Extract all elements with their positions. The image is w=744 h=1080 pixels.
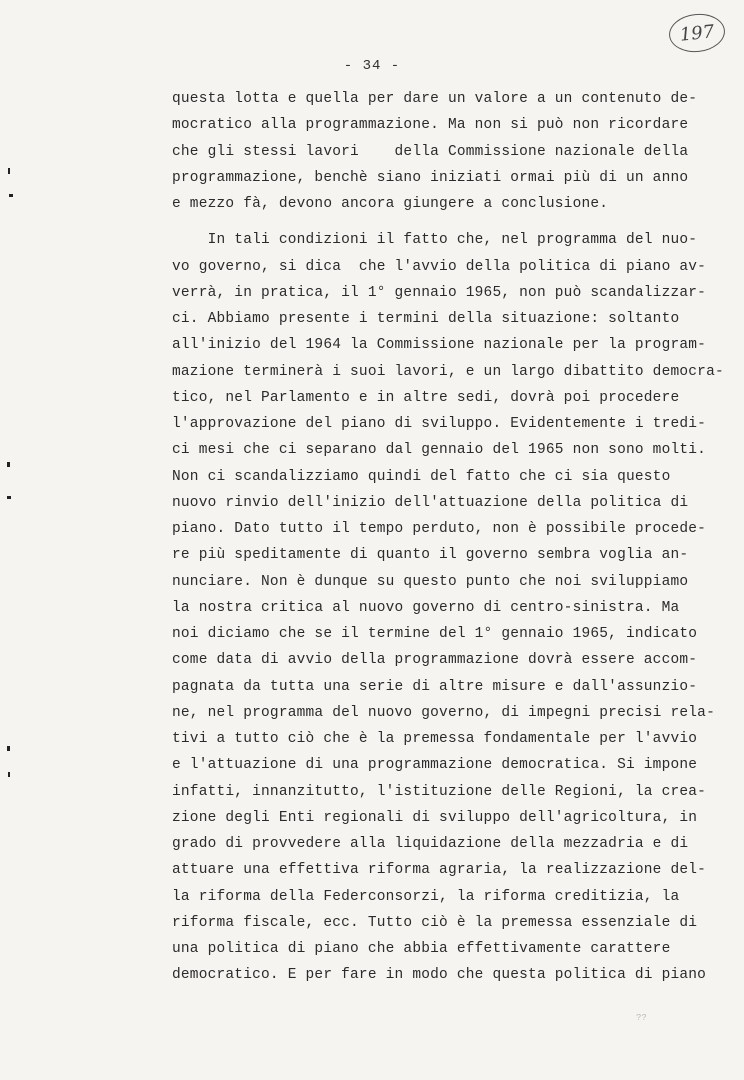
text-line: nuovo rinvio dell'inizio dell'attuazione della politica di (172, 494, 689, 511)
archive-stamp (667, 11, 727, 55)
text-line: re più speditamente di quanto il governo sembra voglia an- (172, 547, 689, 564)
text-line: noi diciamo che se il termine del 1° gennaio 1965, indicato (172, 626, 698, 642)
text-line: grado di provvedere alla liquidazione della mezzadria e di (172, 836, 689, 852)
margin-mark (7, 496, 11, 499)
text-line: che gli stessi lavori della Commissione nazionale della (172, 143, 689, 160)
text-line: infatti, innanzitutto, l'istituzione delle Regioni, la crea- (172, 783, 707, 800)
text-line: ci mesi che ci separano dal gennaio del 1965 non sono molti. (172, 442, 707, 459)
text-line: attuare una effettiva riforma agraria, la realizzazione del- (172, 862, 707, 879)
text-line: la riforma della Federconsorzi, la riforma creditizia, la (172, 888, 680, 905)
text-line: In tali condizioni il fatto che, nel programma del nuo- (172, 232, 698, 249)
text-line: tico, nel Parlamento e in altre sedi, dovrà poi procedere (172, 389, 680, 406)
text-line: come data di avvio della programmazione dovrà essere accom- (172, 652, 698, 669)
text-line: mocratico alla programmazione. Ma non si può non ricordare (172, 117, 689, 134)
margin-mark (7, 746, 10, 751)
text-line: nunciare. Non è dunque su questo punto che noi sviluppiamo (172, 573, 689, 590)
text-line: vo governo, si dica che l'avvio della politica di piano av- (172, 258, 707, 275)
text-line: programmazione, benchè siano iniziati ormai più di un anno (172, 169, 689, 186)
text-line: questa lotta e quella per dare un valore a un contenuto de- (172, 91, 698, 107)
text-line: piano. Dato tutto il tempo perduto, non è possibile procede- (172, 521, 707, 537)
text-line: la nostra critica al nuovo governo di centro-sinistra. Ma (172, 599, 680, 616)
text-line: una politica di piano che abbia effettivamente carattere (172, 941, 671, 957)
text-line: tivi a tutto ciò che è la premessa fondamentale per l'avvio (172, 731, 698, 747)
text-line: riforma fiscale, ecc. Tutto ciò è la premessa essenziale di (172, 914, 698, 931)
footer-note: ?? (636, 1013, 647, 1023)
text-line: all'inizio del 1964 la Commissione nazionale per la program- (172, 337, 707, 354)
text-line: pagnata da tutta una serie di altre misure e dall'assunzio- (172, 678, 698, 695)
text-line: l'approvazione del piano di sviluppo. Evidentemente i tredi- (172, 416, 707, 432)
text-line: mazione terminerà i suoi lavori, e un largo dibattito democra- (172, 363, 724, 380)
text-line: e mezzo fà, devono ancora giungere a conclusione. (172, 196, 609, 212)
margin-mark (8, 772, 10, 777)
page-number: - 34 - (343, 58, 401, 74)
margin-mark (9, 194, 13, 197)
text-line: democratico. E per fare in modo che questa politica di piano (172, 967, 707, 984)
text-line: Non ci scandalizziamo quindi del fatto che ci sia questo (172, 468, 671, 485)
text-line: e l'attuazione di una programmazione democratica. Si impone (172, 757, 698, 774)
text-line: zione degli Enti regionali di sviluppo dell'agricoltura, in (172, 809, 698, 826)
margin-mark (7, 462, 10, 467)
archive-stamp-number: 197 (678, 20, 716, 46)
text-line: ne, nel programma del nuovo governo, di impegni precisi rela- (172, 704, 715, 721)
margin-marks (0, 0, 30, 1080)
text-line: verrà, in pratica, il 1° gennaio 1965, non può scandalizzar- (172, 284, 707, 301)
margin-mark (8, 168, 10, 174)
text-line: ci. Abbiamo presente i termini della situazione: soltanto (172, 311, 680, 327)
